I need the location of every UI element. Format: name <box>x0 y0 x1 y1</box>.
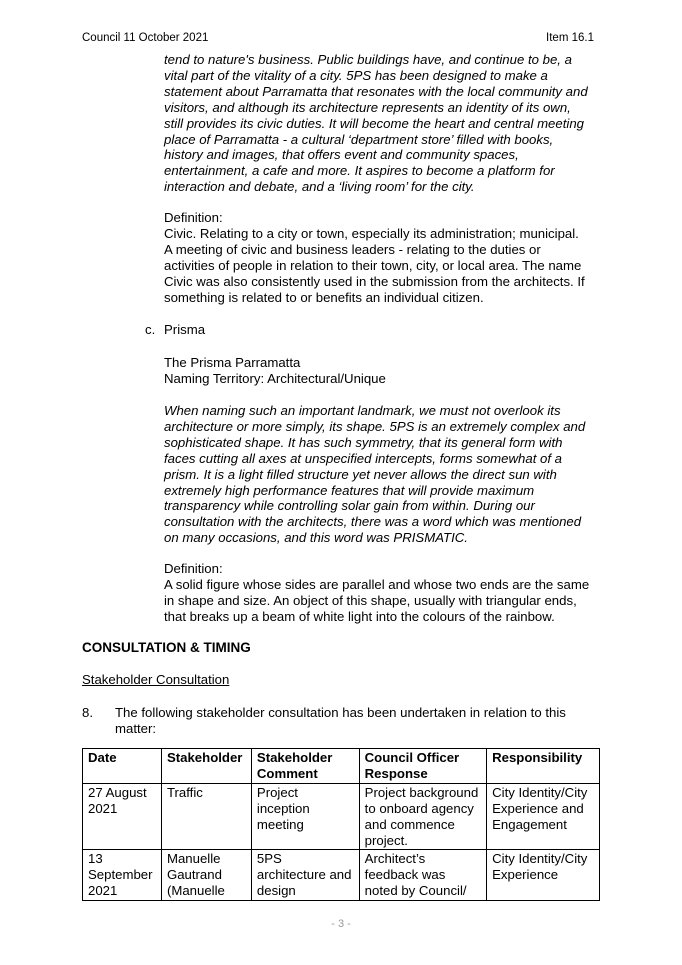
header-item-number: Item 16.1 <box>546 32 594 44</box>
table-cell-date: 27 August 2021 <box>83 783 162 850</box>
table-row <box>83 850 600 901</box>
prisma-title: Prisma <box>164 322 206 337</box>
text-line: entertainment, a cafe and more. It aspires to become a platform for <box>164 163 555 179</box>
text-line: A meeting of civic and business leaders - relating to the duties or <box>164 241 541 257</box>
consultation-table <box>82 748 600 901</box>
text-line: extremely high performance features that will provide maximum <box>164 482 535 498</box>
text-line: When naming such an important landmark, we must not overlook its <box>164 403 561 418</box>
table-cell-comment: Project inception meeting <box>251 783 359 850</box>
section-heading: CONSULTATION & TIMING <box>82 640 251 655</box>
text-line: history and images, that offers event and community spaces, <box>164 147 519 163</box>
text-line: Civic. Relating to a city or town, especially its administration; municipal. <box>164 226 579 241</box>
paragraph-text: The following stakeholder consultation has been undertaken in relation to this matter: <box>115 705 566 736</box>
text-line: A solid figure whose sides are parallel and whose two ends are the same <box>164 577 590 592</box>
text-line: activities of people in relation to their town, city, or local area. The name <box>164 257 582 273</box>
text-line: that breaks up a beam of white light into the colours of the rainbow. <box>164 608 555 624</box>
table-row <box>83 783 600 850</box>
table-header-row <box>83 749 600 784</box>
table-cell-comment: 5PS architecture and design <box>251 850 359 901</box>
text-line: transparency while controlling solar gain from within. During our <box>164 498 535 514</box>
text-line: consultation with the architects, there was a word which was mentioned <box>164 514 582 530</box>
text-line: architecture or more simply, its shape. 5PS is an extremely complex and <box>164 418 586 434</box>
column-header-date: Date <box>83 749 162 784</box>
column-header-responsibility: Responsibility <box>487 749 600 784</box>
text-line: visitors, and although its architecture represents an identity of its own, <box>164 99 571 115</box>
prisma-name-line: The Prisma Parramatta <box>164 355 301 370</box>
prisma-definition <box>164 577 600 625</box>
text-line: statement about Parramatta that resonates with the local community and <box>164 83 588 99</box>
text-line: on many occasions, and this word was PRISMATIC. <box>164 530 468 546</box>
text-line: still provides its civic duties. It will become the heart and central meeting <box>164 115 584 131</box>
page-number: - 3 - <box>331 918 351 930</box>
prisma-territory-line: Naming Territory: Architectural/Unique <box>164 371 386 386</box>
table-cell-stakeholder: Traffic <box>161 783 251 850</box>
prisma-quote <box>164 403 600 546</box>
text-line: sophisticated shape. It has such symmetry, that its general form with <box>164 434 563 450</box>
prisma-definition-label: Definition: <box>164 561 223 576</box>
civic-quote <box>164 52 600 195</box>
table-cell-stakeholder: Manuelle Gautrand (Manuelle <box>161 850 251 901</box>
column-header-stakeholder: Stakeholder <box>161 749 251 784</box>
text-line: something is related to or benefits an individual citizen. <box>164 289 484 305</box>
civic-definition-label: Definition: <box>164 210 223 225</box>
paragraph-number: 8. <box>82 705 93 720</box>
table-cell-response: Architect’s feedback was noted by Council/ <box>359 850 486 901</box>
table-cell-responsibility: City Identity/City Experience and Engagement <box>487 783 600 850</box>
header-meeting-date: Council 11 October 2021 <box>82 32 209 44</box>
text-line: faces cutting all axes at unspecified intercepts, forms somewhat of a <box>164 450 563 466</box>
text-line: prism. It is a light filled structure yet never allows the direct sun with <box>164 466 557 482</box>
column-header-council-officer-response: Council Officer Response <box>359 749 486 784</box>
text-line: place of Parramatta - a cultural ‘department store’ filled with books, <box>164 131 554 147</box>
table-cell-date: 13 September 2021 <box>83 850 162 901</box>
subheading: Stakeholder Consultation <box>82 672 230 687</box>
text-line: tend to nature's business. Public buildings have, and continue to be, a <box>164 52 572 67</box>
text-line: interaction and debate, and a ‘living room’ for the city. <box>164 179 475 195</box>
text-line: Civic was also consistently used in the submission from the architects. If <box>164 273 585 289</box>
table-cell-response: Project background to onboard agency and commence project. <box>359 783 486 850</box>
civic-definition <box>164 226 600 306</box>
column-header-stakeholder-comment: Stakeholder Comment <box>251 749 359 784</box>
list-marker-c: c. <box>145 322 156 337</box>
text-line: in shape and size. An object of this shape, usually with triangular ends, <box>164 592 577 608</box>
table-cell-responsibility: City Identity/City Experience <box>487 850 600 901</box>
text-line: vital part of the vitality of a city. 5PS has been designed to make a <box>164 67 548 83</box>
